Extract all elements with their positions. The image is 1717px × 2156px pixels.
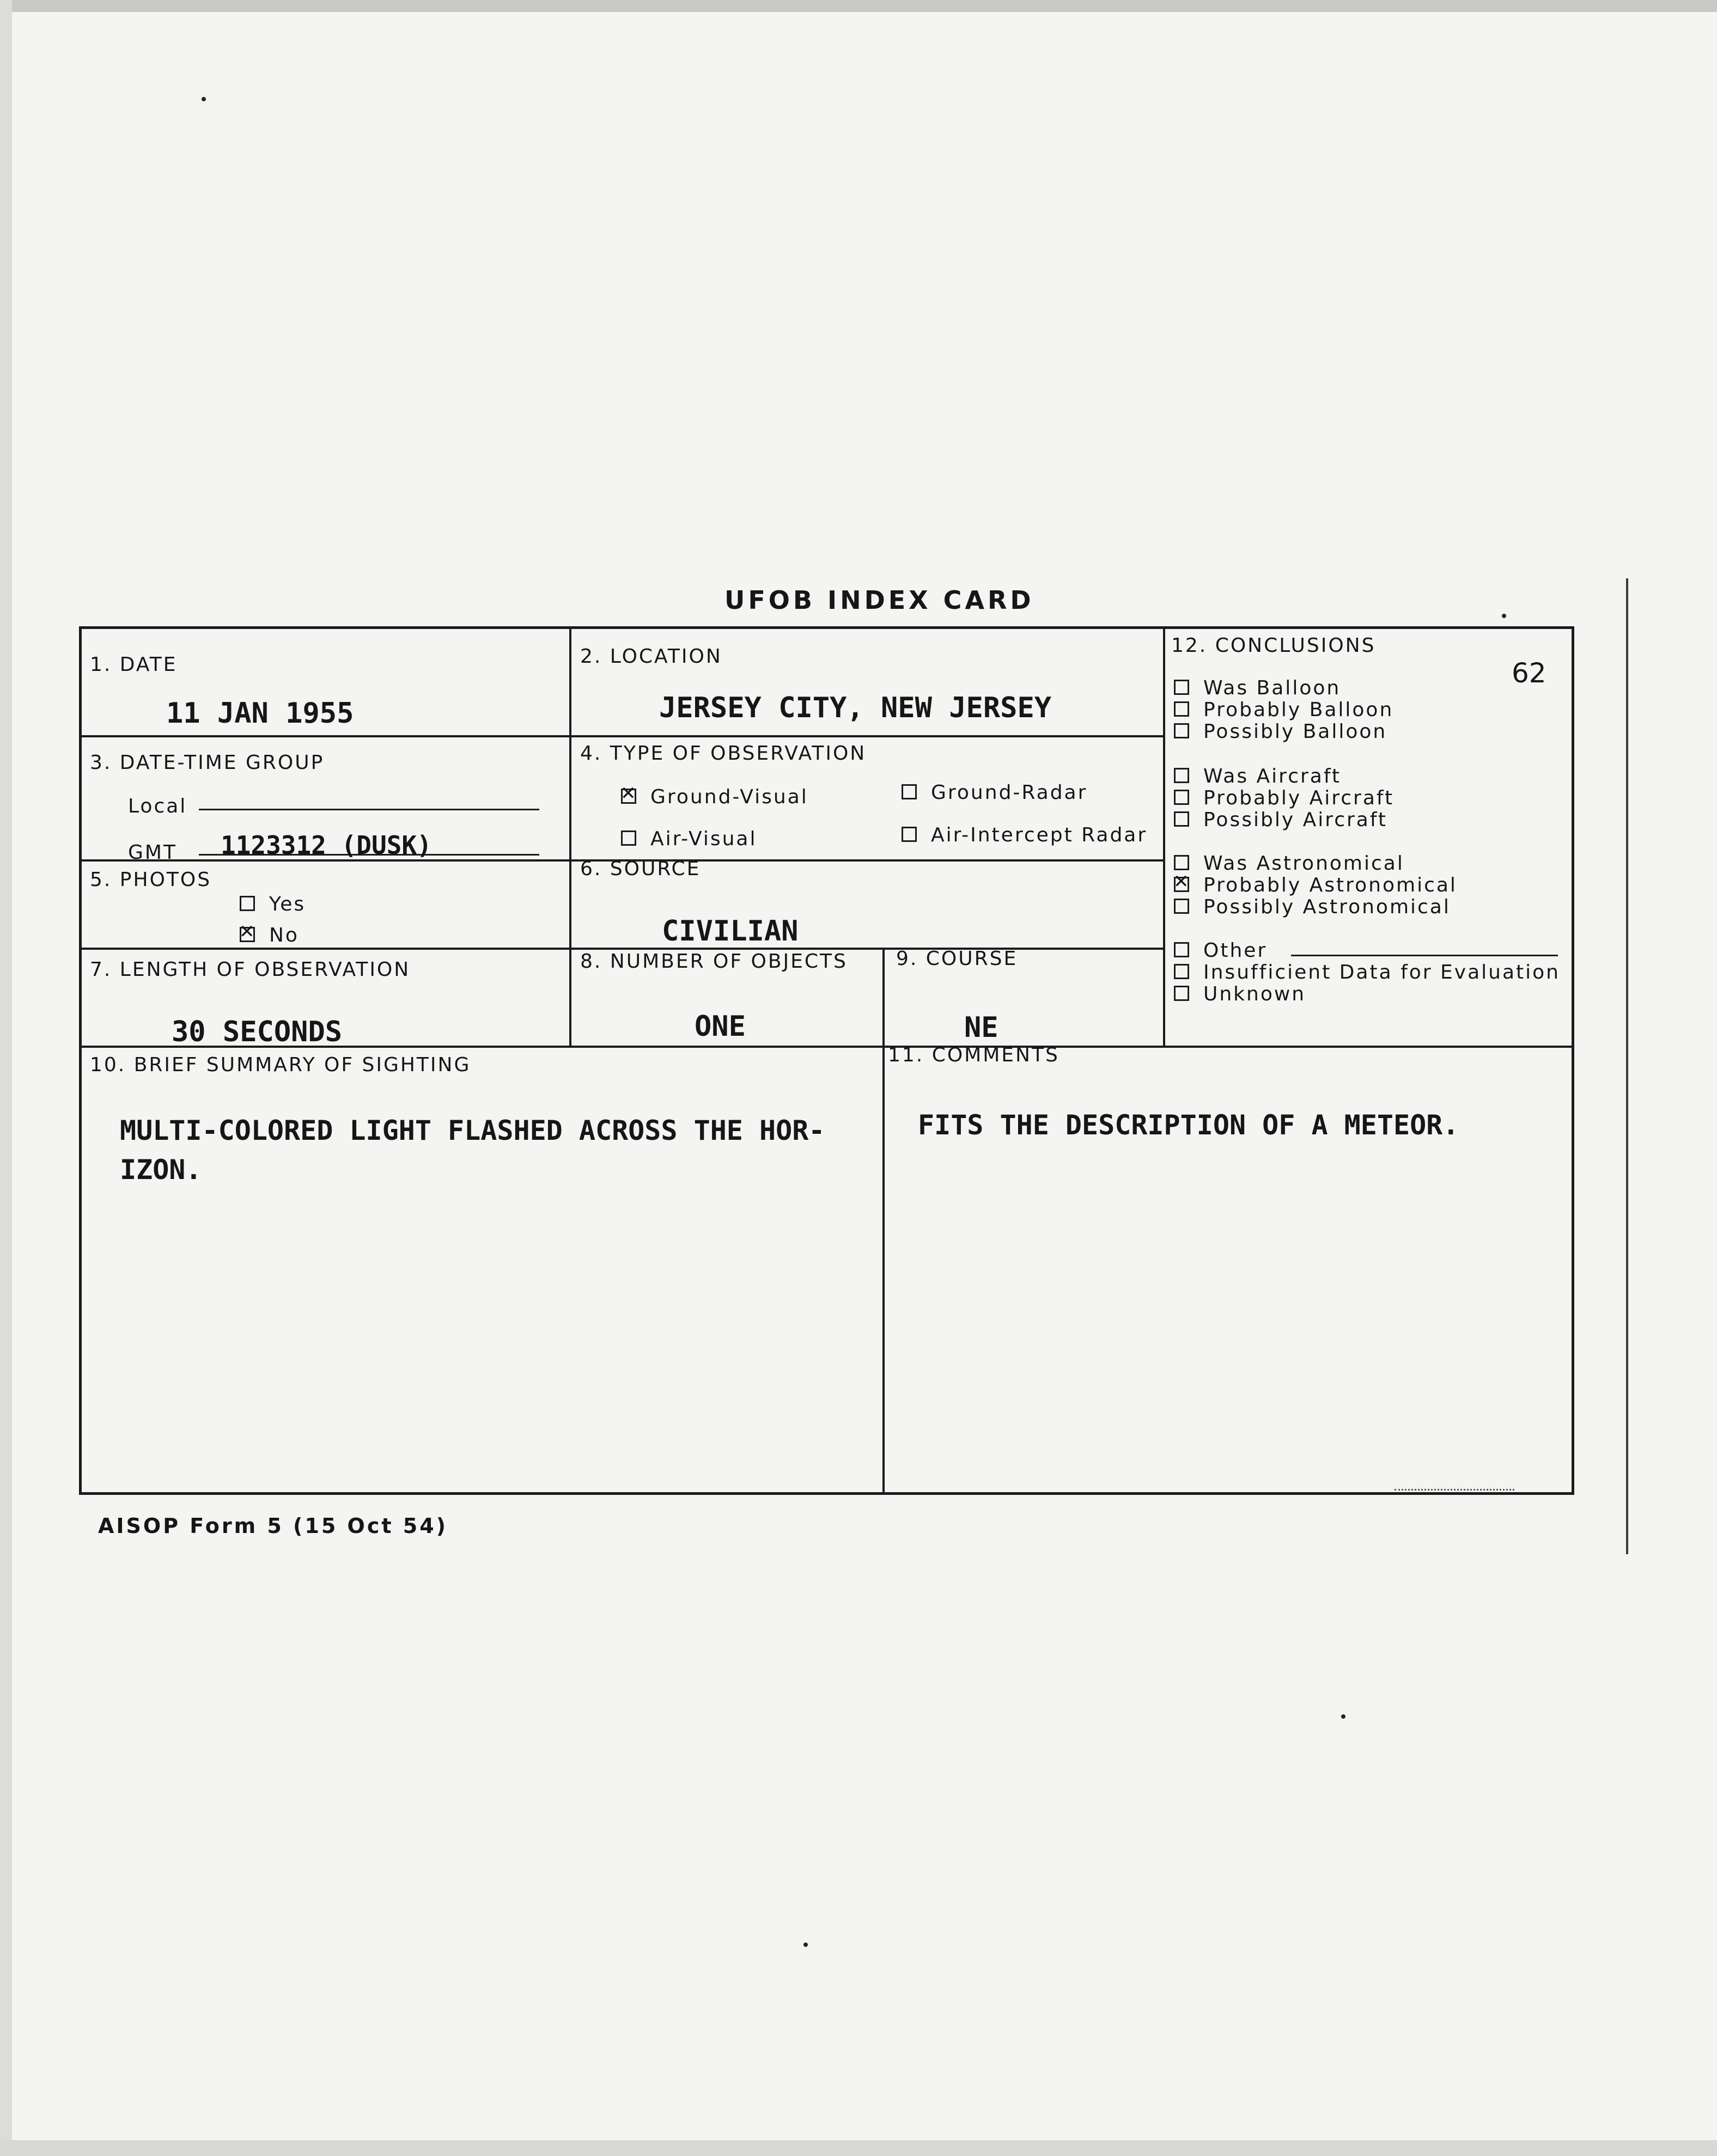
divider	[82, 735, 1163, 737]
observation-length-value: 30 SECONDS	[172, 1016, 343, 1048]
conclusion-was-aircraft: Was Aircraft	[1174, 765, 1341, 787]
scan-border-left	[0, 0, 12, 2156]
checkbox-possibly-astronomical	[1174, 899, 1189, 914]
conclusion-was-astronomical: Was Astronomical	[1174, 852, 1404, 875]
conclusion-probably-aircraft: Probably Aircraft	[1174, 787, 1394, 809]
source-label: 6. SOURCE	[580, 858, 701, 880]
summary-line-1: MULTI-COLORED LIGHT FLASHED ACROSS THE HOR-	[120, 1115, 825, 1146]
checkbox-was-astronomical	[1174, 855, 1189, 870]
checkbox-was-aircraft	[1174, 768, 1189, 783]
course-value: NE	[964, 1011, 998, 1044]
ufob-index-card	[79, 626, 1574, 1495]
conclusions-label: 12. CONCLUSIONS	[1171, 634, 1376, 657]
divider	[569, 629, 571, 1046]
date-label: 1. DATE	[90, 653, 178, 676]
object-count-label: 8. NUMBER OF OBJECTS	[580, 950, 848, 973]
gmt-value: 1123312 (DUSK)	[221, 830, 432, 860]
other-line	[1291, 955, 1558, 956]
object-count-value: ONE	[695, 1010, 746, 1043]
checkbox-unknown	[1174, 986, 1189, 1001]
checkbox-probably-aircraft	[1174, 790, 1189, 805]
conclusion-possibly-astronomical: Possibly Astronomical	[1174, 896, 1451, 918]
printer-code	[1395, 1489, 1514, 1494]
conclusion-possibly-aircraft: Possibly Aircraft	[1174, 809, 1387, 831]
conclusion-insufficient-data: Insufficient Data for Evaluation	[1174, 961, 1560, 984]
card-number: 62	[1512, 657, 1546, 689]
comments-line-1: FITS THE DESCRIPTION OF A METEOR.	[918, 1109, 1459, 1141]
gmt-label: GMT	[128, 841, 177, 864]
checkbox-photos-yes	[240, 896, 255, 911]
conclusion-probably-balloon: Probably Balloon	[1174, 699, 1393, 721]
conclusion-possibly-balloon: Possibly Balloon	[1174, 720, 1387, 743]
conclusion-probably-astronomical: ✕Probably Astronomical	[1174, 874, 1457, 896]
conclusion-was-balloon: Was Balloon	[1174, 677, 1341, 699]
date-time-group-label: 3. DATE-TIME GROUP	[90, 752, 325, 774]
summary-label: 10. BRIEF SUMMARY OF SIGHTING	[90, 1054, 471, 1076]
dust-speck	[202, 97, 206, 101]
divider	[1163, 629, 1165, 1046]
checkbox-other	[1174, 942, 1189, 957]
option-ground-radar: Ground-Radar	[902, 781, 1087, 804]
location-value: JERSEY CITY, NEW JERSEY	[659, 692, 1052, 724]
course-label: 9. COURSE	[896, 948, 1018, 970]
source-value: CIVILIAN	[662, 915, 799, 948]
paper-edge	[1626, 578, 1628, 1554]
dust-speck	[1502, 614, 1506, 618]
option-air-intercept-radar: Air-Intercept Radar	[902, 824, 1147, 846]
conclusion-unknown: Unknown	[1174, 983, 1306, 1005]
option-air-visual: Air-Visual	[621, 828, 757, 850]
option-photos-yes: Yes	[240, 893, 306, 915]
comments-label: 11. COMMENTS	[888, 1044, 1060, 1066]
checkbox-was-balloon	[1174, 680, 1189, 695]
checkbox-probably-astronomical	[1174, 877, 1189, 892]
dust-speck	[1341, 1714, 1345, 1719]
form-id: AISOP Form 5 (15 Oct 54)	[98, 1514, 448, 1538]
local-time-label: Local	[128, 795, 187, 817]
checkbox-possibly-aircraft	[1174, 811, 1189, 827]
checkbox-ground-visual	[621, 789, 636, 804]
divider	[882, 948, 885, 1492]
photos-label: 5. PHOTOS	[90, 869, 212, 891]
option-photos-no: ✕No	[240, 924, 299, 946]
checkbox-possibly-balloon	[1174, 723, 1189, 738]
checkbox-air-visual	[621, 830, 636, 846]
checkbox-probably-balloon	[1174, 701, 1189, 717]
observation-type-label: 4. TYPE OF OBSERVATION	[580, 742, 867, 765]
scan-border-top	[0, 0, 1717, 12]
checkbox-photos-no	[240, 927, 255, 942]
scan-border-bottom	[0, 2140, 1717, 2156]
checkbox-air-intercept-radar	[902, 827, 917, 842]
local-time-line	[199, 809, 539, 810]
summary-line-2: IZON.	[120, 1154, 202, 1186]
observation-length-label: 7. LENGTH OF OBSERVATION	[90, 958, 411, 981]
checkbox-insufficient-data	[1174, 964, 1189, 979]
card-title: UFOB INDEX CARD	[724, 585, 1034, 615]
checkbox-ground-radar	[902, 784, 917, 799]
date-value: 11 JAN 1955	[166, 697, 354, 730]
conclusion-other: Other	[1174, 939, 1267, 962]
location-label: 2. LOCATION	[580, 645, 722, 668]
option-ground-visual: ✕Ground-Visual	[621, 786, 808, 808]
dust-speck	[803, 1943, 808, 1947]
